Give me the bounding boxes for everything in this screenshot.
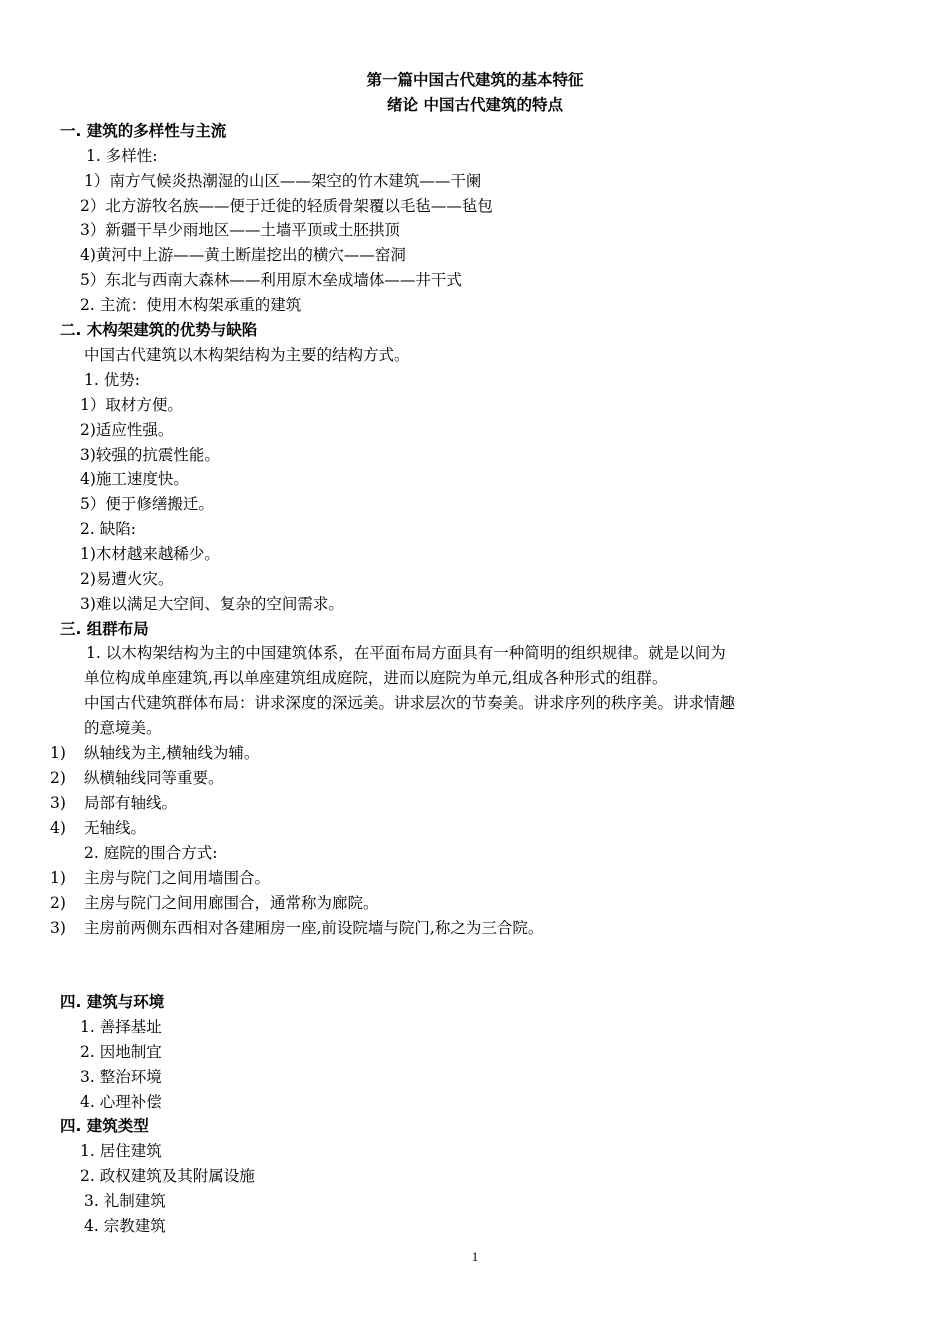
subheading-mainstream: 2. 主流：使用木构架承重的建筑 <box>80 296 302 314</box>
list-item: 1）取材方便。 <box>80 396 183 414</box>
list-item: 4. 心理补偿 <box>80 1093 162 1111</box>
subheading-diversity: 1. 多样性: <box>86 147 158 165</box>
list-number: 2) <box>50 769 66 787</box>
list-number: 4) <box>50 819 66 837</box>
list-item: 3)较强的抗震性能。 <box>80 446 220 464</box>
list-item: 主房前两侧东西相对各建厢房一座,前设院墙与院门,称之为三合院。 <box>84 919 544 937</box>
list-item: 1)木材越来越稀少。 <box>80 545 220 563</box>
list-item: 纵轴线为主,横轴线为辅。 <box>84 744 260 762</box>
list-item: 2）北方游牧名族——便于迁徙的轻质骨架覆以毛毡——毡包 <box>80 197 493 215</box>
page-number: 1 <box>471 1249 479 1264</box>
list-item: 1. 居住建筑 <box>80 1142 162 1160</box>
list-item: 3. 整治环境 <box>80 1068 162 1086</box>
paragraph-layout-line2: 单位构成单座建筑,再以单座建筑组成庭院，进而以庭院为单元,组成各种形式的组群。 <box>84 669 668 687</box>
list-item: 2)易遭火灾。 <box>80 570 174 588</box>
list-item: 1. 善择基址 <box>80 1018 162 1036</box>
list-number: 3) <box>50 794 66 812</box>
list-item: 纵横轴线同等重要。 <box>84 769 224 787</box>
subheading-courtyard: 2. 庭院的围合方式: <box>84 844 218 862</box>
list-item: 2)适应性强。 <box>80 421 174 439</box>
list-item: 5）东北与西南大森林——利用原木垒成墙体——井干式 <box>80 271 462 289</box>
list-item: 4. 宗教建筑 <box>84 1217 166 1235</box>
list-number: 3) <box>50 919 66 937</box>
list-item: 主房与院门之间用廊围合，通常称为廊院。 <box>84 894 379 912</box>
list-item: 2. 因地制宜 <box>80 1043 162 1061</box>
list-item: 3）新疆干旱少雨地区——土墙平顶或土胚拱顶 <box>80 221 400 239</box>
paragraph-intro: 中国古代建筑以木构架结构为主要的结构方式。 <box>84 346 410 364</box>
list-item: 1）南方气候炎热潮湿的山区——架空的竹木建筑——干阑 <box>84 172 482 190</box>
document-subtitle: 绪论 中国古代建筑的特点 <box>387 96 563 114</box>
list-number: 2) <box>50 894 66 912</box>
list-number: 1) <box>50 744 66 762</box>
section-heading-timber-frame: 二. 木构架建筑的优势与缺陷 <box>60 321 258 339</box>
paragraph-aesthetics-line2: 的意境美。 <box>84 719 162 737</box>
list-item: 无轴线。 <box>84 819 147 837</box>
subheading-disadvantages: 2. 缺陷: <box>80 520 136 538</box>
section-heading-environment: 四. 建筑与环境 <box>60 993 165 1011</box>
section-heading-group-layout: 三. 组群布局 <box>60 620 149 638</box>
list-item: 3. 礼制建筑 <box>84 1192 166 1210</box>
list-item: 3)难以满足大空间、复杂的空间需求。 <box>80 595 344 613</box>
paragraph-layout-line1: 1. 以木构架结构为主的中国建筑体系，在平面布局方面具有一种简明的组织规律。就是以间为 <box>86 644 726 662</box>
section-heading-diversity: 一. 建筑的多样性与主流 <box>60 122 227 140</box>
list-item: 局部有轴线。 <box>84 794 178 812</box>
subheading-advantages: 1. 优势: <box>84 371 140 389</box>
list-item: 主房与院门之间用墙围合。 <box>84 869 271 887</box>
list-item: 5）便于修缮搬迁。 <box>80 495 214 513</box>
paragraph-aesthetics-line1: 中国古代建筑群体布局：讲求深度的深远美。讲求层次的节奏美。讲求序列的秩序美。讲求情趣 <box>84 694 736 712</box>
list-item: 2. 政权建筑及其附属设施 <box>80 1167 255 1185</box>
list-item: 4)黄河中上游——黄土断崖挖出的横穴——窑洞 <box>80 246 406 264</box>
document-title: 第一篇中国古代建筑的基本特征 <box>366 71 584 89</box>
section-heading-building-types: 四. 建筑类型 <box>60 1117 149 1135</box>
list-number: 1) <box>50 869 66 887</box>
list-item: 4)施工速度快。 <box>80 470 189 488</box>
